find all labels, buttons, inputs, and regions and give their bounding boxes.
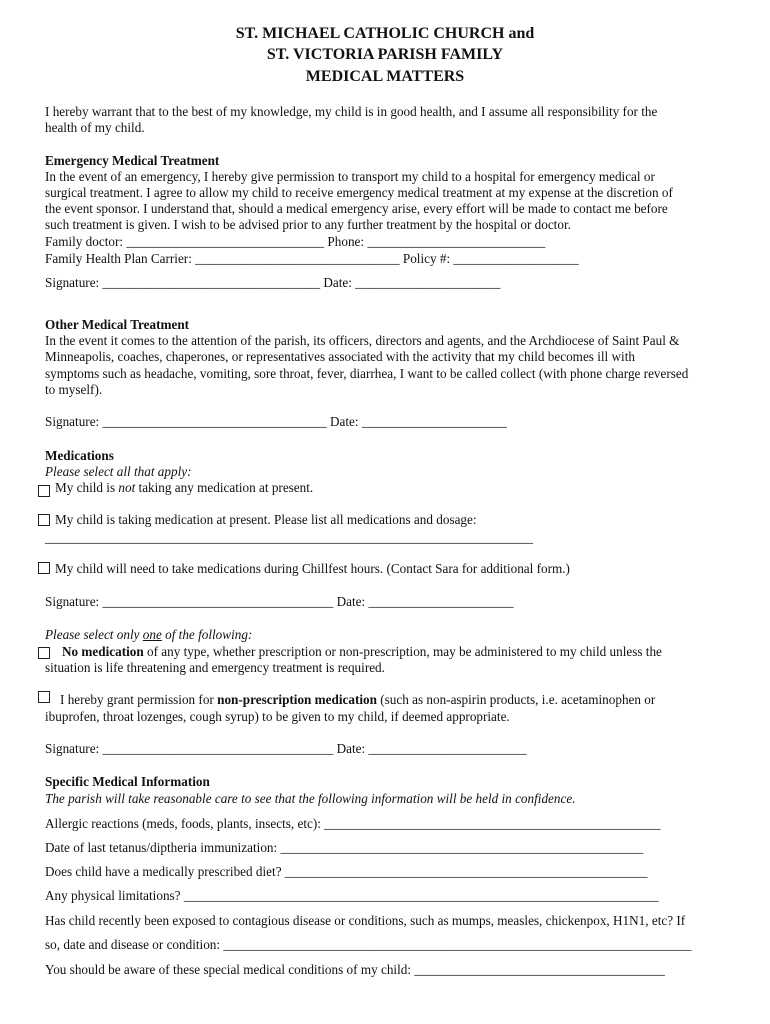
no-medication-checkbox[interactable] [38,647,50,659]
health-plan-field[interactable]: Family Health Plan Carrier: _______________________________ Policy #: ___________________ [45,251,579,266]
special-conditions-field[interactable]: You should be aware of these special medical conditions of my child: ______________________________________ [45,962,665,977]
specific-info-heading: Specific Medical Information [45,774,210,789]
tetanus-date-field[interactable]: Date of last tetanus/diptheria immunization: _______________________________________________________ [45,840,644,855]
medications-instruction: Please select all that apply: [45,464,192,479]
medications-heading: Medications [45,448,114,463]
other-text-line-4: to myself). [45,382,103,397]
emergency-heading: Emergency Medical Treatment [45,153,220,168]
nonprescription-label-line-2: ibuprofen, throat lozenges, cough syrup) to be given to my child, if deemed appropriate. [45,709,510,724]
other-text-line-2: Minneapolis, coaches, chaperones, or representatives associated with the activity that my child becomes ill with [45,349,635,364]
taking-medication-label: My child is taking medication at present. Please list all medications and dosage: [55,512,477,527]
emergency-text-line-1: In the event of an emergency, I hereby give permission to transport my child to a hospital for emergency medical or [45,169,655,184]
intro-line-2: health of my child. [45,120,145,135]
nonprescription-checkbox[interactable] [38,691,50,703]
form-title-line-2: ST. VICTORIA PARISH FAMILY [266,46,504,63]
no-current-medication-label: My child is not taking any medication at present. [55,480,314,495]
no-medication-label: No medication of any type, whether prescription or non-prescription, may be administered to my child unless the [62,644,662,659]
other-treatment-heading: Other Medical Treatment [45,317,190,332]
taking-medication-checkbox[interactable] [38,514,50,526]
select-one-instruction: Please select only one of the following: [45,627,253,642]
confidentiality-note: The parish will take reasonable care to see that the following information will be held in confidence. [45,791,576,806]
no-current-medication-checkbox[interactable] [38,485,50,497]
family-doctor-field[interactable]: Family doctor: ______________________________ Phone: ___________________________ [45,234,546,249]
chillfest-medication-checkbox[interactable] [38,562,50,574]
form-title-line-3: MEDICAL MATTERS [305,68,465,85]
medication-list-field[interactable]: __________________________________________________________________________ [45,530,533,545]
contagious-exposure-question: Has child recently been exposed to contagious disease or conditions, such as mumps, measles, chickenpox, H1N1, etc? If [45,913,686,928]
emergency-signature-field[interactable]: Signature: _________________________________ Date: ______________________ [45,275,501,290]
no-medication-label-line-2: situation is life threatening and emergency treatment is required. [45,660,385,675]
emergency-text-line-3: the event sponsor. I understand that, should a medical emergency arise, every effort will be made to contact me before [45,201,668,216]
permission-signature-field[interactable]: Signature: ___________________________________ Date: ________________________ [45,741,527,756]
other-signature-field[interactable]: Signature: __________________________________ Date: ______________________ [45,414,507,429]
physical-limitations-field[interactable]: Any physical limitations? ________________________________________________________________________ [45,888,659,903]
contagious-exposure-field[interactable]: so, date and disease or condition: _______________________________________________________________________ [45,937,692,952]
medications-signature-field[interactable]: Signature: ___________________________________ Date: ______________________ [45,594,514,609]
emergency-text-line-4: such treatment is given. I wish to be advised prior to any further treatment by the hospital or doctor. [45,217,571,232]
prescribed-diet-field[interactable]: Does child have a medically prescribed diet? _______________________________________________________ [45,864,648,879]
allergic-reactions-field[interactable]: Allergic reactions (meds, foods, plants, insects, etc): ___________________________________________________ [45,816,661,831]
other-text-line-3: symptoms such as headache, vomiting, sore throat, fever, diarrhea, I want to be called collect (with phone charge reversed [45,366,689,381]
other-text-line-1: In the event it comes to the attention of the parish, its officers, directors and agents, and the Archdiocese of Saint Paul & [45,333,680,348]
emergency-text-line-2: surgical treatment. I agree to allow my child to receive emergency medical treatment at my expense at the discretion of [45,185,673,200]
form-title-line-1: ST. MICHAEL CATHOLIC CHURCH and [235,25,535,42]
intro-line-1: I hereby warrant that to the best of my knowledge, my child is in good health, and I assume all responsibility for the [45,104,658,119]
nonprescription-label: I hereby grant permission for non-prescription medication (such as non-aspirin products, i.e. acetaminophen or [60,692,656,707]
chillfest-medication-label: My child will need to take medications during Chillfest hours. (Contact Sara for additional form.) [55,561,570,576]
